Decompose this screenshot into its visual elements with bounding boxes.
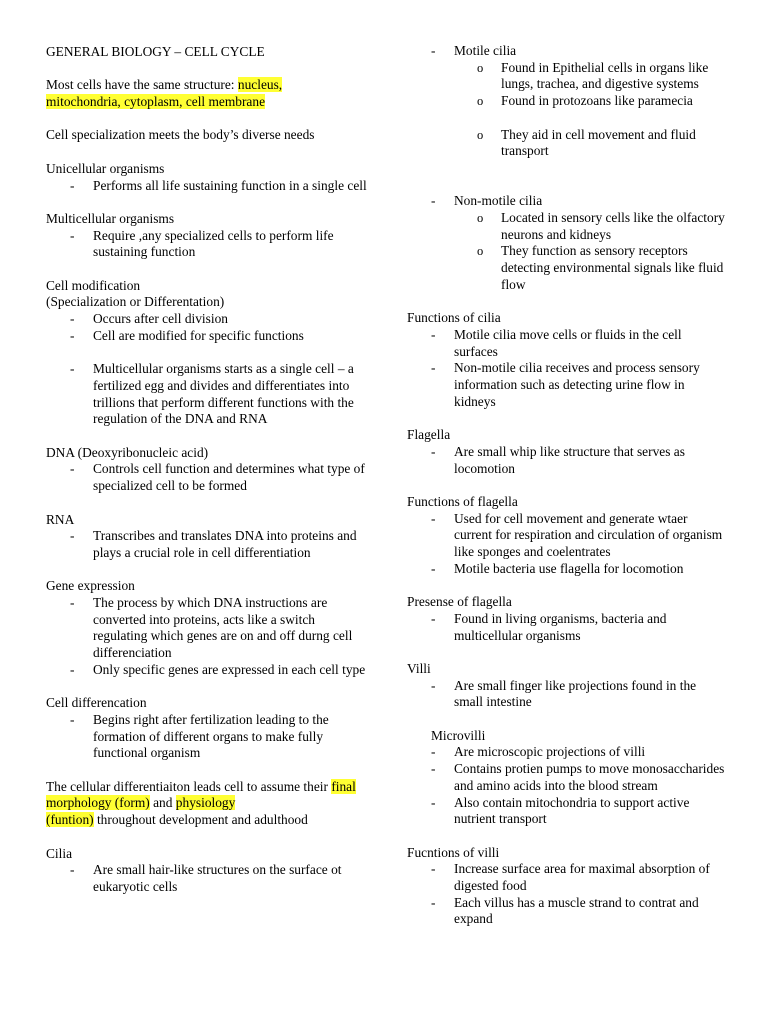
sub-bullet-item: o Found in Epithelial cells in organs like lungs, trachea, and digestive systems bbox=[477, 59, 709, 92]
sub-bullet-item: o Located in sensory cells like the olfactory neurons and kidneys bbox=[477, 209, 725, 242]
unicellular-heading: Unicellular organisms bbox=[46, 160, 165, 176]
dna-heading: DNA (Deoxyribonucleic acid) bbox=[46, 444, 209, 460]
highlight-morphology: final morphology (form) bbox=[46, 778, 356, 811]
multicellular-heading: Multicellular organisms bbox=[46, 210, 175, 226]
bullet-item: - Used for cell movement and generate wtaer current for respiration and circulation of organism like sponges and coelentrates bbox=[431, 510, 723, 559]
flagella-presence-heading: Presense of flagella bbox=[407, 594, 512, 610]
bullet-item: - The process by which DNA instructions are converted into proteins, acts like a switch regulating which genes are on and off durng cell differenciation bbox=[70, 595, 353, 661]
bullet-item: - Are small hair-like structures on the surface ot eukaryotic cells bbox=[70, 862, 342, 894]
bullet-item: - Non-motile cilia receives and process sensory information such as detecting urine flow in kidneys bbox=[431, 360, 700, 409]
bullet-item: - Also contain mitochondria to support active nutrient transport bbox=[431, 794, 690, 827]
left-column bbox=[46, 44, 368, 896]
sub-bullet-item: o They function as sensory receptors detecting environmental signals like fluid flow bbox=[477, 243, 724, 292]
differencation-heading: Cell differencation bbox=[46, 695, 147, 711]
bullet-item: - Multicellular organisms starts as a single cell – a fertilized egg and divides and differentiates into trillions that perform different functions with the regulation of the DNA and RNA bbox=[70, 361, 354, 427]
bullet-item: - Occurs after cell division bbox=[70, 311, 228, 327]
flagella-heading: Flagella bbox=[407, 427, 451, 443]
highlight-physiology: physiology bbox=[175, 795, 236, 811]
modification-subheading: (Specialization or Differentation) bbox=[46, 294, 225, 310]
bullet-item: - Controls cell function and determines what type of specialized cell to be formed bbox=[70, 461, 365, 494]
sub-bullet-item: o They aid in cell movement and fluid transport bbox=[477, 126, 696, 159]
bullet-item: - Motile cilia move cells or fluids in the cell surfaces bbox=[431, 326, 682, 359]
cilia-functions-heading: Functions of cilia bbox=[407, 310, 501, 326]
highlight-nucleus: nucleus, bbox=[237, 77, 283, 93]
bullet-item: - Contains protien pumps to move monosaccharides and amino acids into the blood stream bbox=[431, 761, 725, 793]
bullet-item: - Transcribes and translates DNA into proteins and plays a crucial role in cell differentiation bbox=[70, 528, 357, 560]
bullet-item: - Are small finger like projections found in the small intestine bbox=[431, 677, 697, 710]
modification-heading: Cell modification bbox=[46, 277, 141, 293]
bullet-item: - Increase surface area for maximal absorption of digested food bbox=[431, 861, 710, 893]
highlight-organelles: mitochondria, cytoplasm, cell membrane bbox=[46, 94, 266, 110]
bullet-item: - Require ,any specialized cells to perform life sustaining function bbox=[70, 227, 334, 260]
bullet-item: - Motile bacteria use flagella for locomotion bbox=[431, 560, 684, 576]
bullet-item: - Are small whip like structure that serves as locomotion bbox=[431, 443, 685, 476]
bullet-item: - Begins right after fertilization leading to the formation of different organs to make fully functional organism bbox=[70, 711, 329, 761]
summary-paragraph: The cellular differentiaiton leads cell to assume their final morphology (form) and physiology (funtion) throughout development and adulthood bbox=[46, 778, 356, 828]
villi-heading: Villi bbox=[407, 660, 431, 676]
bullet-item: - Performs all life sustaining function in a single cell bbox=[70, 177, 367, 193]
bullet-item: - Found in living organisms, bacteria and multicellular organisms bbox=[431, 610, 667, 643]
microvilli-heading: Microvilli bbox=[431, 727, 486, 743]
intro-paragraph: Most cells have the same structure: nucleus, mitochondria, cytoplasm, cell membrane bbox=[46, 77, 283, 110]
rna-heading: RNA bbox=[46, 511, 75, 527]
sub-bullet-item: o Found in protozoans like paramecia bbox=[477, 93, 693, 109]
right-column bbox=[407, 43, 727, 928]
specialization-text: Cell specialization meets the body’s diverse needs bbox=[46, 127, 315, 143]
highlight-function: (funtion) bbox=[46, 812, 94, 828]
motile-cilia-item: - Motile cilia bbox=[431, 43, 517, 58]
bullet-item: - Each villus has a muscle strand to contrat and expand bbox=[431, 894, 699, 927]
bullet-item: - Cell are modified for specific functions bbox=[70, 327, 304, 343]
villi-functions-heading: Fucntions of villi bbox=[407, 844, 500, 860]
bullet-item: - Are microscopic projections of villi bbox=[431, 744, 646, 760]
flagella-functions-heading: Functions of flagella bbox=[407, 493, 518, 509]
document-title: GENERAL BIOLOGY – CELL CYCLE bbox=[46, 44, 265, 59]
nonmotile-cilia-item: - Non-motile cilia bbox=[431, 193, 543, 209]
gene-expression-heading: Gene expression bbox=[46, 578, 135, 594]
bullet-item: - Only specific genes are expressed in each cell type bbox=[70, 661, 366, 677]
cilia-heading: Cilia bbox=[46, 845, 73, 861]
